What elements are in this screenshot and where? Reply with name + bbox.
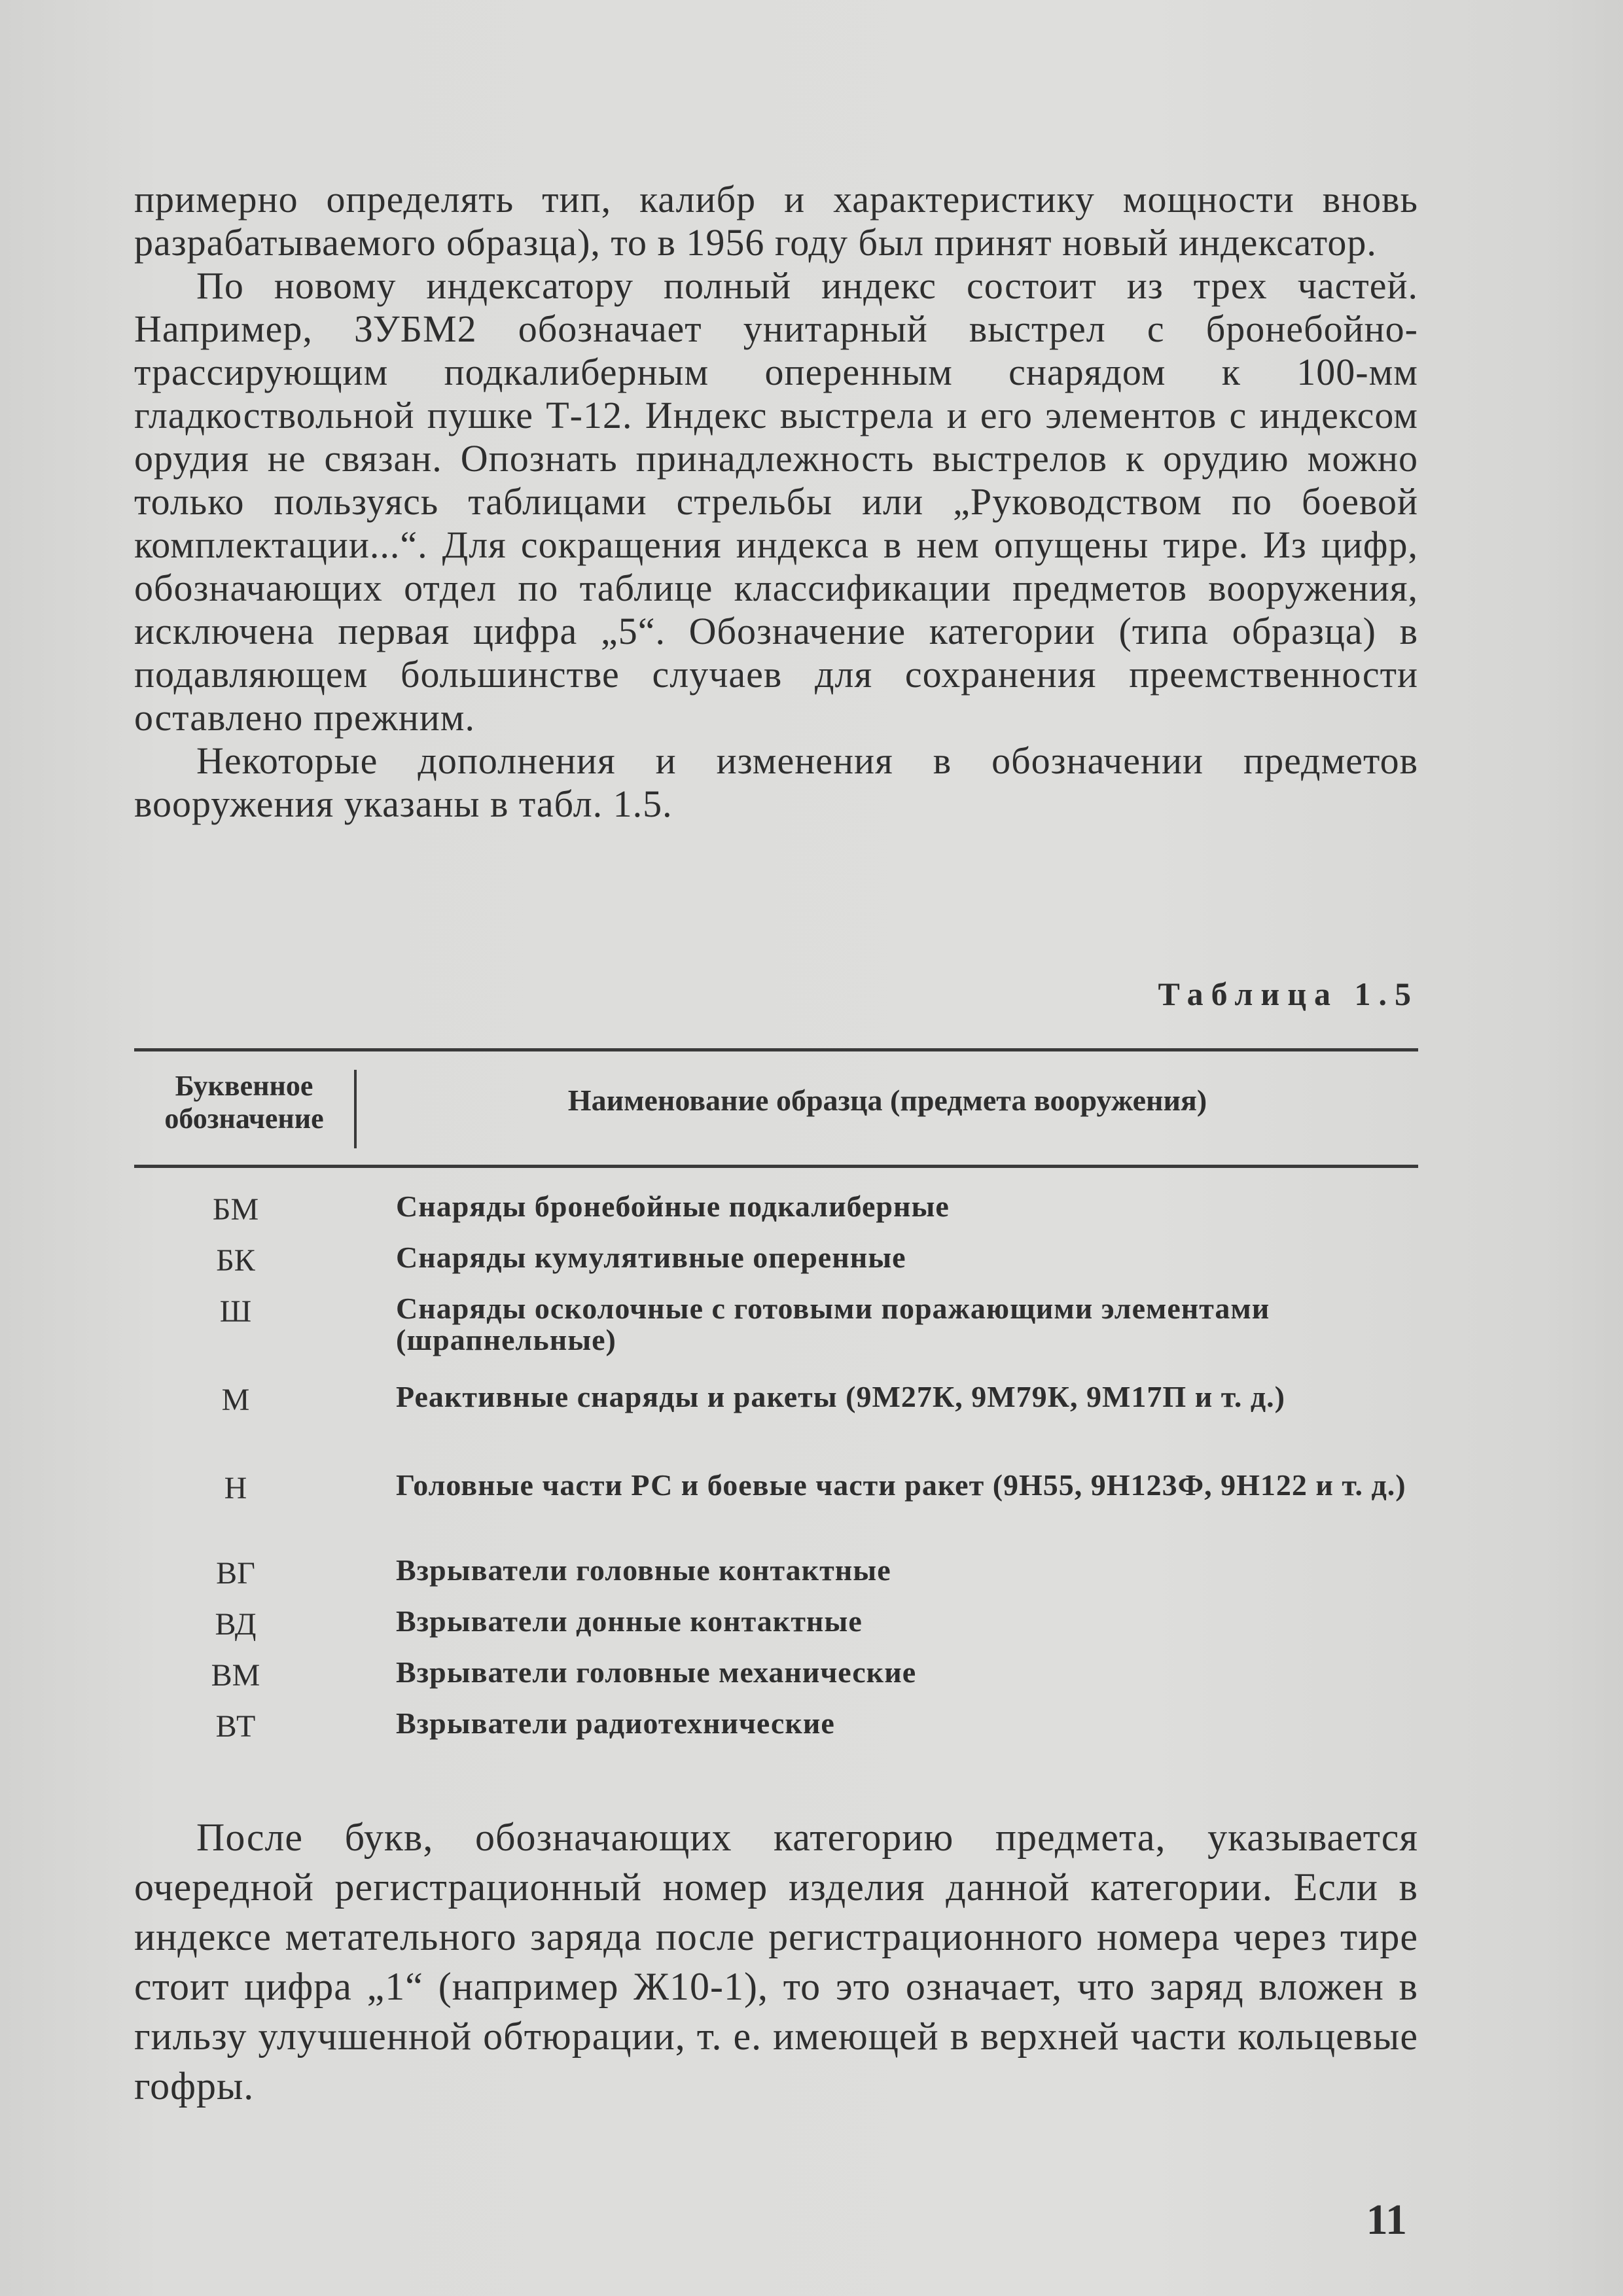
row-name: Снаряды кумулятивные оперенные (396, 1241, 906, 1274)
table-row (134, 1606, 1418, 1657)
paragraph-1: примерно определять тип, калибр и характеристику мощности вновь разрабатываемого образца), то в 1956 году был принят новый индексатор. (134, 178, 1418, 264)
row-code: ВТ (215, 1709, 256, 1744)
table-body (134, 1191, 1418, 1759)
header-item-name: Наименование образца (предмета вооружения) (567, 1084, 1207, 1117)
table-row (134, 1381, 1418, 1470)
row-code: Ш (219, 1294, 252, 1329)
row-code: М (221, 1383, 250, 1417)
table-caption: Таблица 1.5 (1158, 976, 1419, 1012)
row-name: Снаряды бронебойные подкалиберные (396, 1190, 950, 1223)
row-name: Взрыватели радиотехнические (396, 1706, 835, 1740)
table-header (134, 1057, 1418, 1165)
table-row (134, 1191, 1418, 1242)
row-code: ВГ (216, 1556, 255, 1591)
closing-paragraph-block (134, 1812, 1418, 2111)
table-header-rule (134, 1165, 1418, 1168)
row-name: Реактивные снаряды и ракеты (9М27К, 9М79К, 9М17П и т. д.) (396, 1380, 1285, 1413)
table-row (134, 1708, 1418, 1759)
row-name: Взрыватели головные механические (396, 1655, 917, 1689)
paragraph-3: Некоторые дополнения и изменения в обозначении предметов вооружения указаны в табл. 1.5. (134, 739, 1418, 825)
table-row (134, 1470, 1418, 1555)
table-row (134, 1293, 1418, 1381)
paragraph-4: После букв, обозначающих категорию предмета, указывается очередной регистрационный номер изделия данной категории. Если в индексе метательного заряда после регистрационного номера через тире стоит цифра „1“ (например Ж10-1), то это означает, что заряд вложен в гильзу улучшенной обтюрации, т. е. имеющей в верхней части кольцевые гофры. (134, 1816, 1418, 2108)
page-number: 11 (1366, 2196, 1407, 2244)
row-code: БК (216, 1243, 255, 1278)
row-code: Н (224, 1471, 247, 1506)
table-row (134, 1555, 1418, 1606)
row-code: ВМ (211, 1658, 260, 1693)
row-name: Головные части РС и боевые части ракет (9Н55, 9Н123Ф, 9Н122 и т. д.) (396, 1468, 1406, 1502)
intro-paragraphs (134, 178, 1418, 826)
row-name: Взрыватели донные контактные (396, 1604, 863, 1638)
table-row (134, 1657, 1418, 1708)
row-name: Взрыватели головные контактные (396, 1553, 891, 1587)
row-code: БМ (212, 1192, 259, 1227)
row-code: ВД (215, 1607, 257, 1642)
header-letter-code: Буквенное обозначение (134, 1070, 357, 1148)
row-name: Снаряды осколочные с готовыми поражающими элементами (шрапнельные) (396, 1292, 1270, 1356)
table-top-rule (134, 1048, 1418, 1051)
table-row (134, 1242, 1418, 1293)
paragraph-2: По новому индексатору полный индекс состоит из трех частей. Например, ЗУБМ2 обозначает унитарный выстрел с бронебойно-трассирующим подкалиберным оперенным снарядом к 100-мм гладкоствольной пушке Т-12. Индекс выстрела и его элементов с индексом орудия не связан. Опознать принадлежность выстрелов к орудию можно только пользуясь таблицами стрельбы или „Руководством по боевой комплектации...“. Для сокращения индекса в нем опущены тире. Из цифр, обозначающих отдел по таблице классификации предметов вооружения, исключена первая цифра „5“. Обозначение категории (типа образца) в подавляющем большинстве случаев для сохранения преемственности оставлено прежним. (134, 264, 1418, 739)
